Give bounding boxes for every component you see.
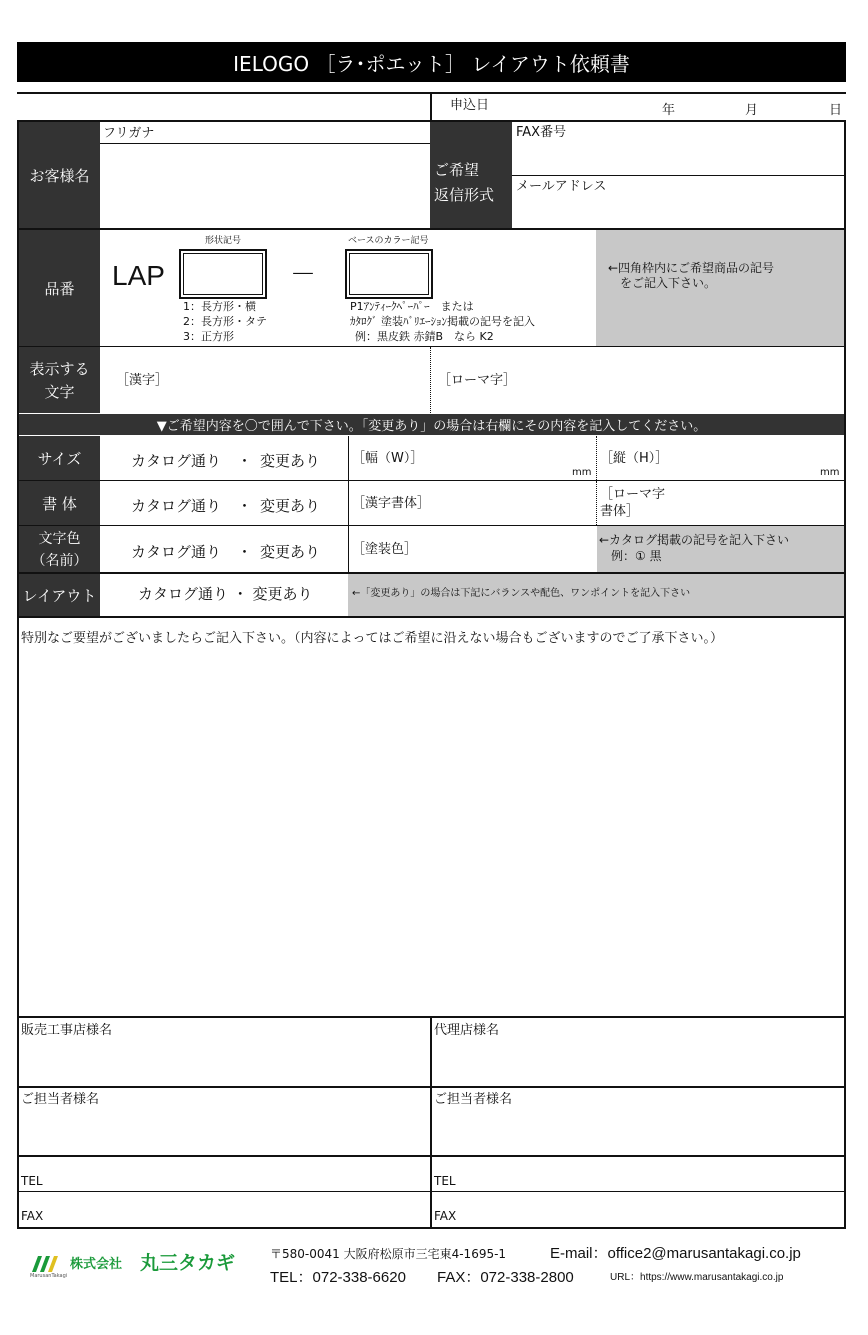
agent-tel-label: TEL: [434, 1174, 456, 1188]
date-year-label: 年: [662, 103, 676, 118]
agent-tel-field[interactable]: [463, 1158, 839, 1188]
color-option-change[interactable]: 変更あり: [260, 543, 321, 561]
color-hint-2: 例：① 黒: [611, 549, 662, 563]
display-text-divider: [430, 347, 431, 413]
height-field[interactable]: [665, 440, 815, 476]
form-title: IELOGO ［ラ･ポエット］ レイアウト依頼書: [233, 51, 630, 76]
height-label: ［縦（H）］: [600, 451, 669, 466]
product-hint-1: ←四角枠内にご希望商品の記号: [608, 261, 775, 275]
customer-name-field[interactable]: [100, 144, 430, 228]
date-month-label: 月: [745, 103, 759, 118]
seller-label: 販売工事店様名: [21, 1023, 113, 1038]
email-label: メールアドレス: [516, 179, 607, 194]
size-row-bottom: [19, 480, 844, 481]
shape-option-1: 1：長方形・横: [183, 300, 256, 313]
font-option-catalog[interactable]: カタログ通り: [131, 497, 222, 515]
roman-font-label-1: ［ローマ字: [600, 487, 666, 502]
size-divider: [596, 436, 597, 480]
layout-row-bottom: [19, 616, 844, 618]
color-code-box[interactable]: [345, 249, 433, 299]
kanji-font-field[interactable]: [440, 485, 590, 521]
product-dash: －: [290, 260, 317, 290]
roman-font-field[interactable]: [670, 485, 840, 521]
furigana-label: フリガナ: [103, 126, 155, 141]
paint-color-label: ［塗装色］: [352, 542, 418, 557]
roman-text-field[interactable]: [520, 350, 840, 410]
agent-person-field[interactable]: [436, 1112, 840, 1152]
color-option-catalog[interactable]: カタログ通り: [131, 543, 222, 561]
special-request-area[interactable]: [22, 652, 842, 1012]
kanji-label: ［漢字］: [116, 373, 169, 388]
instruction-bar: ▼ご希望内容を〇で囲んで下さい。「変更あり」の場合は右欄にその内容を記入してください。: [19, 414, 844, 435]
date-day-label: 日: [829, 103, 843, 118]
seller-fax-field[interactable]: [50, 1194, 426, 1224]
reply-format-divider: [512, 175, 844, 176]
product-code-header: 品番: [19, 230, 100, 346]
date-row-divider: [430, 92, 432, 120]
paint-color-field[interactable]: [420, 530, 590, 568]
shape-code-box[interactable]: [179, 249, 267, 299]
company-fax: FAX：072-338-2800: [437, 1269, 574, 1286]
color-hint-1: ←カタログ掲載の記号を記入下さい: [599, 533, 790, 547]
special-request-label: 特別なご要望がございましたらご記入下さい。（内容によってはご希望に沿えない場合もございますのでご了承下さい。）: [21, 631, 724, 646]
logo-sub-text: MarusanTakagi: [30, 1273, 68, 1279]
shape-code-label: 形状記号: [205, 236, 242, 246]
layout-hint-panel: [348, 574, 844, 616]
dealer-row-2-bottom: [19, 1155, 844, 1157]
furigana-field[interactable]: [140, 122, 430, 143]
company-address: 〒580-0041 大阪府松原市三宅東4-1695-1: [270, 1247, 507, 1261]
color-hint-panel: [597, 526, 844, 572]
font-option-change[interactable]: 変更あり: [260, 497, 321, 515]
kanji-text-field[interactable]: [170, 350, 426, 410]
product-hint-panel: [596, 230, 844, 346]
layout-hint: ←「変更あり」の場合は下記にバランスや配色、ワンポイントを記入下さい: [352, 588, 691, 599]
seller-fax-label: FAX: [21, 1209, 44, 1223]
width-field[interactable]: [420, 440, 590, 476]
color-note-2: ｶﾀﾛｸﾞ 塗装ﾊﾞﾘｴｰｼｮﾝ掲載の記号を記入: [350, 315, 535, 328]
seller-tel-field[interactable]: [50, 1158, 426, 1188]
width-unit: mm: [572, 467, 592, 478]
font-options[interactable]: [131, 495, 320, 516]
agent-fax-label: FAX: [434, 1209, 457, 1223]
size-header: サイズ: [19, 436, 100, 480]
font-option-dot: ・: [237, 497, 253, 515]
width-label: ［幅（W）］: [352, 451, 424, 466]
company-name: 丸三タカギ: [140, 1252, 236, 1274]
height-unit: mm: [820, 467, 840, 478]
fax-number-label: FAX番号: [516, 125, 567, 140]
size-option-change[interactable]: 変更あり: [260, 452, 321, 470]
dealer-row-3-bottom: [19, 1191, 844, 1192]
font-divider: [596, 481, 597, 525]
agent-field[interactable]: [436, 1042, 840, 1084]
shape-option-2: 2：長方形・タテ: [183, 315, 267, 328]
roman-label: ［ローマ字］: [438, 373, 517, 388]
form-title-bar: [17, 42, 846, 82]
company-email[interactable]: E-mail：office2@marusantakagi.co.jp: [550, 1245, 801, 1262]
agent-person-label: ご担当者様名: [434, 1092, 513, 1107]
options-column-divider: [348, 436, 349, 572]
company-logo: [30, 1250, 270, 1282]
size-option-catalog[interactable]: カタログ通り: [131, 452, 222, 470]
agent-label: 代理店様名: [434, 1023, 500, 1038]
product-row-bottom: [19, 346, 844, 347]
seller-person-label: ご担当者様名: [21, 1092, 100, 1107]
company-prefix: 株式会社: [70, 1257, 123, 1272]
reply-format-header: ご希望 返信形式: [430, 122, 512, 228]
seller-tel-label: TEL: [21, 1174, 43, 1188]
roman-font-label-2: 書体］: [600, 504, 640, 519]
seller-person-field[interactable]: [22, 1112, 426, 1152]
date-label: 申込日: [450, 98, 490, 113]
display-text-header: 表示する 文字: [19, 347, 100, 413]
dealer-divider: [430, 1018, 432, 1228]
customer-header: お客様名: [19, 122, 100, 228]
product-prefix: LAP: [112, 260, 165, 291]
seller-field[interactable]: [22, 1042, 426, 1084]
color-code-label: ベースのカラー記号: [348, 236, 429, 246]
font-header: 書 体: [19, 481, 100, 525]
company-url[interactable]: URL：https://www.marusantakagi.co.jp: [610, 1272, 784, 1283]
agent-fax-field[interactable]: [463, 1194, 839, 1224]
fax-number-field[interactable]: [512, 142, 844, 175]
color-option-dot: ・: [237, 543, 253, 561]
layout-options[interactable]: カタログ通り ・ 変更あり: [138, 585, 313, 603]
color-note-3: 例：黒皮鉄 赤錆B なら K2: [355, 330, 494, 343]
color-options[interactable]: [131, 541, 320, 562]
size-option-dot: ・: [237, 452, 253, 470]
email-field[interactable]: [512, 196, 844, 228]
size-options[interactable]: [131, 450, 320, 471]
logo-mark-icon: [30, 1252, 66, 1274]
text-color-header: 文字色 （名前）: [19, 526, 100, 572]
layout-header: レイアウト: [19, 574, 100, 616]
color-note-1: P1ｱﾝﾃｨｰｸﾍﾟｰﾊﾟｰ または: [350, 300, 474, 313]
dealer-row-1-bottom: [19, 1086, 844, 1088]
company-tel: TEL：072-338-6620: [270, 1269, 406, 1286]
kanji-font-label: ［漢字書体］: [352, 496, 431, 511]
product-hint-2: をご記入下さい。: [620, 276, 717, 290]
shape-option-3: 3：正方形: [183, 330, 234, 343]
